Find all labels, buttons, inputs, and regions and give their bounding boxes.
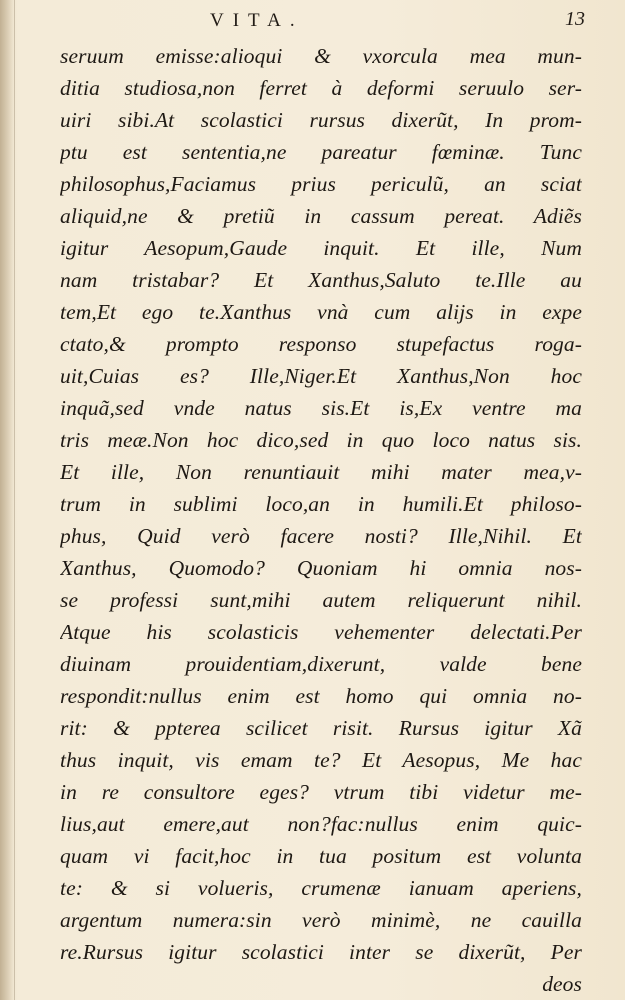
text-line: inquã,sed vnde natus sis.Et is,Ex ventre ma — [60, 396, 582, 420]
text-line: tris meæ.Non hoc dico,sed in quo loco natus sis. — [60, 428, 582, 452]
text-line: Et ille, Non renuntiauit mihi mater mea,v- — [60, 460, 582, 484]
text-line: uit,Cuias es? Ille,Niger.Et Xanthus,Non hoc — [60, 364, 582, 388]
text-line: ditia studiosa,non ferret à deformi seruulo ser- — [60, 76, 582, 100]
text-line: lius,aut emere,aut non?fac:nullus enim quic- — [60, 812, 582, 836]
text-line: re.Rursus igitur scolastici inter se dixerũt, Per — [60, 940, 582, 964]
text-line: ctato,& prompto responso stupefactus roga- — [60, 332, 582, 356]
text-line: in re consultore eges? vtrum tibi videtur me- — [60, 780, 582, 804]
text-line: quam vi facit,hoc in tua positum est volunta — [60, 844, 582, 868]
body-text — [60, 40, 582, 1000]
text-line: nam tristabar? Et Xanthus,Saluto te.Ille au — [60, 268, 582, 292]
text-line: diuinam prouidentiam,dixerunt, valde bene — [60, 652, 582, 676]
text-line: Atque his scolasticis vehementer delectati.Per — [60, 620, 582, 644]
text-line: seruum emisse:alioqui & vxorcula mea mun- — [60, 44, 582, 68]
page-header — [0, 6, 625, 42]
text-line: igitur Aesopum,Gaude inquit. Et ille, Num — [60, 236, 582, 260]
text-line: thus inquit, vis emam te? Et Aesopus, Me hac — [60, 748, 582, 772]
text-line: Xanthus, Quomodo? Quoniam hi omnia nos- — [60, 556, 582, 580]
text-line: respondit:nullus enim est homo qui omnia no- — [60, 684, 582, 708]
text-line: te: & si volueris, crumenæ ianuam aperiens, — [60, 876, 582, 900]
text-line: phus, Quid verò facere nosti? Ille,Nihil. Et — [60, 524, 582, 548]
text-line: se professi sunt,mihi autem reliquerunt nihil. — [60, 588, 582, 612]
text-line: trum in sublimi loco,an in humili.Et philoso- — [60, 492, 582, 516]
text-line: philosophus,Faciamus prius periculũ, an sciat — [60, 172, 582, 196]
text-line: uiri sibi.At scolastici rursus dixerũt, In prom- — [60, 108, 582, 132]
text-line: ptu est sententia,ne pareatur fœminæ. Tunc — [60, 140, 582, 164]
text-line: tem,Et ego te.Xanthus vnà cum alijs in expe — [60, 300, 582, 324]
text-line: rit: & ppterea scilicet risit. Rursus igitur Xã — [60, 716, 582, 740]
gutter-shadow — [0, 0, 14, 1000]
text-line: argentum numera:sin verò minimè, ne cauilla — [60, 908, 582, 932]
catchword: deos — [542, 972, 582, 996]
gutter-line — [14, 0, 15, 1000]
text-line: aliquid,ne & pretiũ in cassum pereat. Adiẽs — [60, 204, 582, 228]
running-head: VITA. — [210, 10, 304, 31]
page-number: 13 — [565, 8, 585, 30]
